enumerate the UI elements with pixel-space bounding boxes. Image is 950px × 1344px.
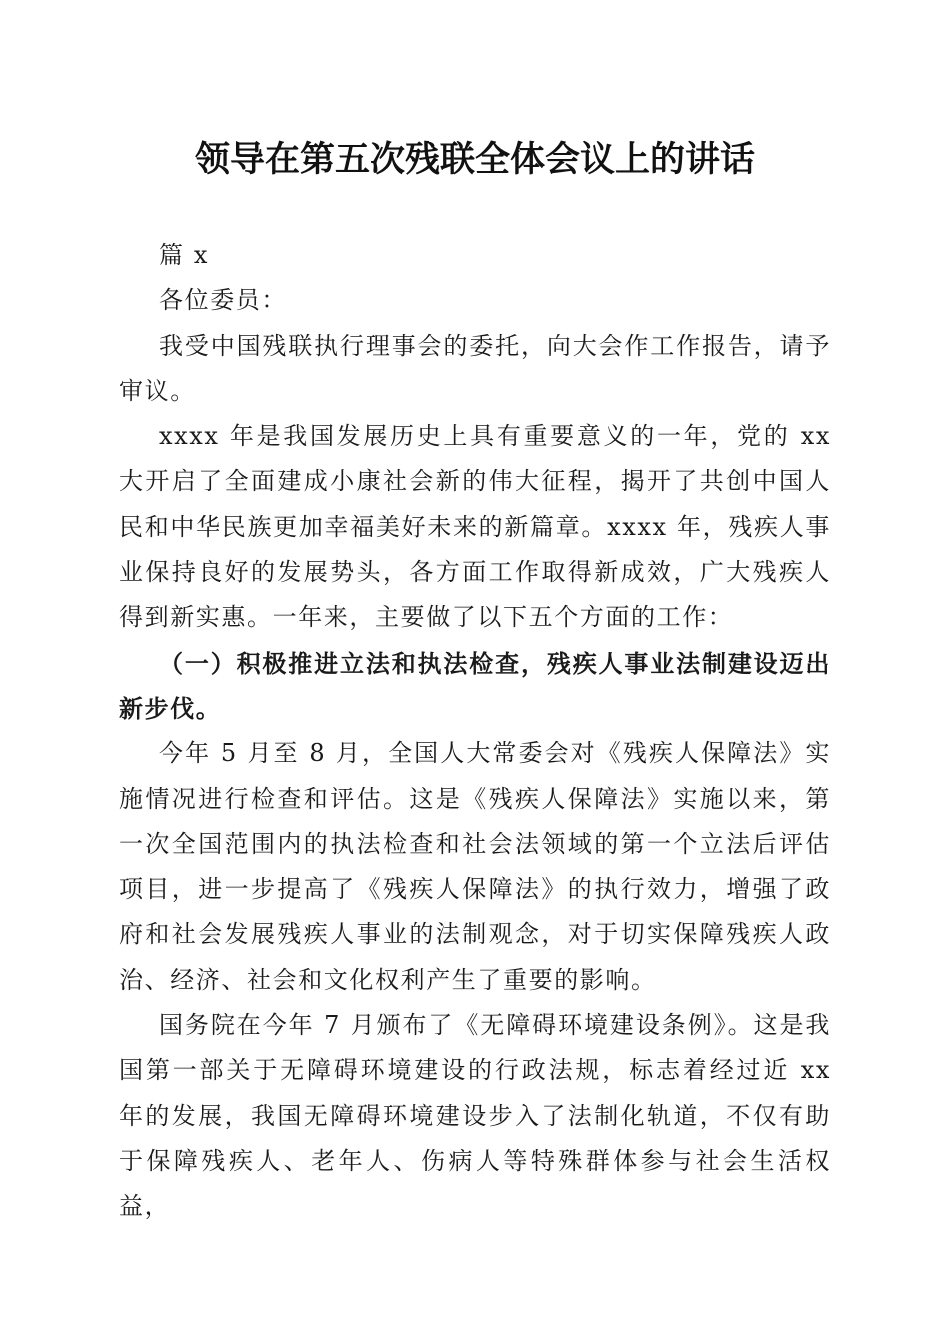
paragraph: 国务院在今年 7 月颁布了《无障碍环境建设条例》。这是我国第一部关于无障碍环境建设的行政法规，标志着经过近 xx 年的发展，我国无障碍环境建设步入了法制化轨道，不仅有助于保障残疾人、老年人、伤病人等特殊群体参与社会生活权益， (119, 1011, 831, 1221)
paragraph: 今年 5 月至 8 月，全国人大常委会对《残疾人保障法》实施情况进行检查和评估。这是《残疾人保障法》实施以来，第一次全国范围内的执法检查和社会法领域的第一个立法后评估项目，进一步提高了《残疾人保障法》的执行效力，增强了政府和社会发展残疾人事业的法制观念，对于切实保障残疾人政治、经济、社会和文化权利产生了重要的影响。 (119, 739, 831, 994)
document-body (119, 233, 831, 1230)
document-title: 领导在第五次残联全体会议上的讲话 (194, 140, 755, 180)
paragraph: 我受中国残联执行理事会的委托，向大会作工作报告，请予审议。 (119, 331, 831, 405)
section-heading: （一）积极推进立法和执法检查，残疾人事业法制建设迈出新步伐。 (119, 648, 831, 723)
paragraph: xxxx 年是我国发展历史上具有重要意义的一年，党的 xx 大开启了全面建成小康社会新的伟大征程，揭开了共创中国人民和中华民族更加幸福美好未来的新篇章。xxxx 年，残疾人事业保持良好的发展势头，各方面工作取得新成效，广大残疾人得到新实惠。一年来，主要做了以下五个方面的工作： (119, 422, 831, 632)
section-label: 篇 x (159, 241, 209, 269)
salutation: 各位委员： (159, 286, 287, 315)
